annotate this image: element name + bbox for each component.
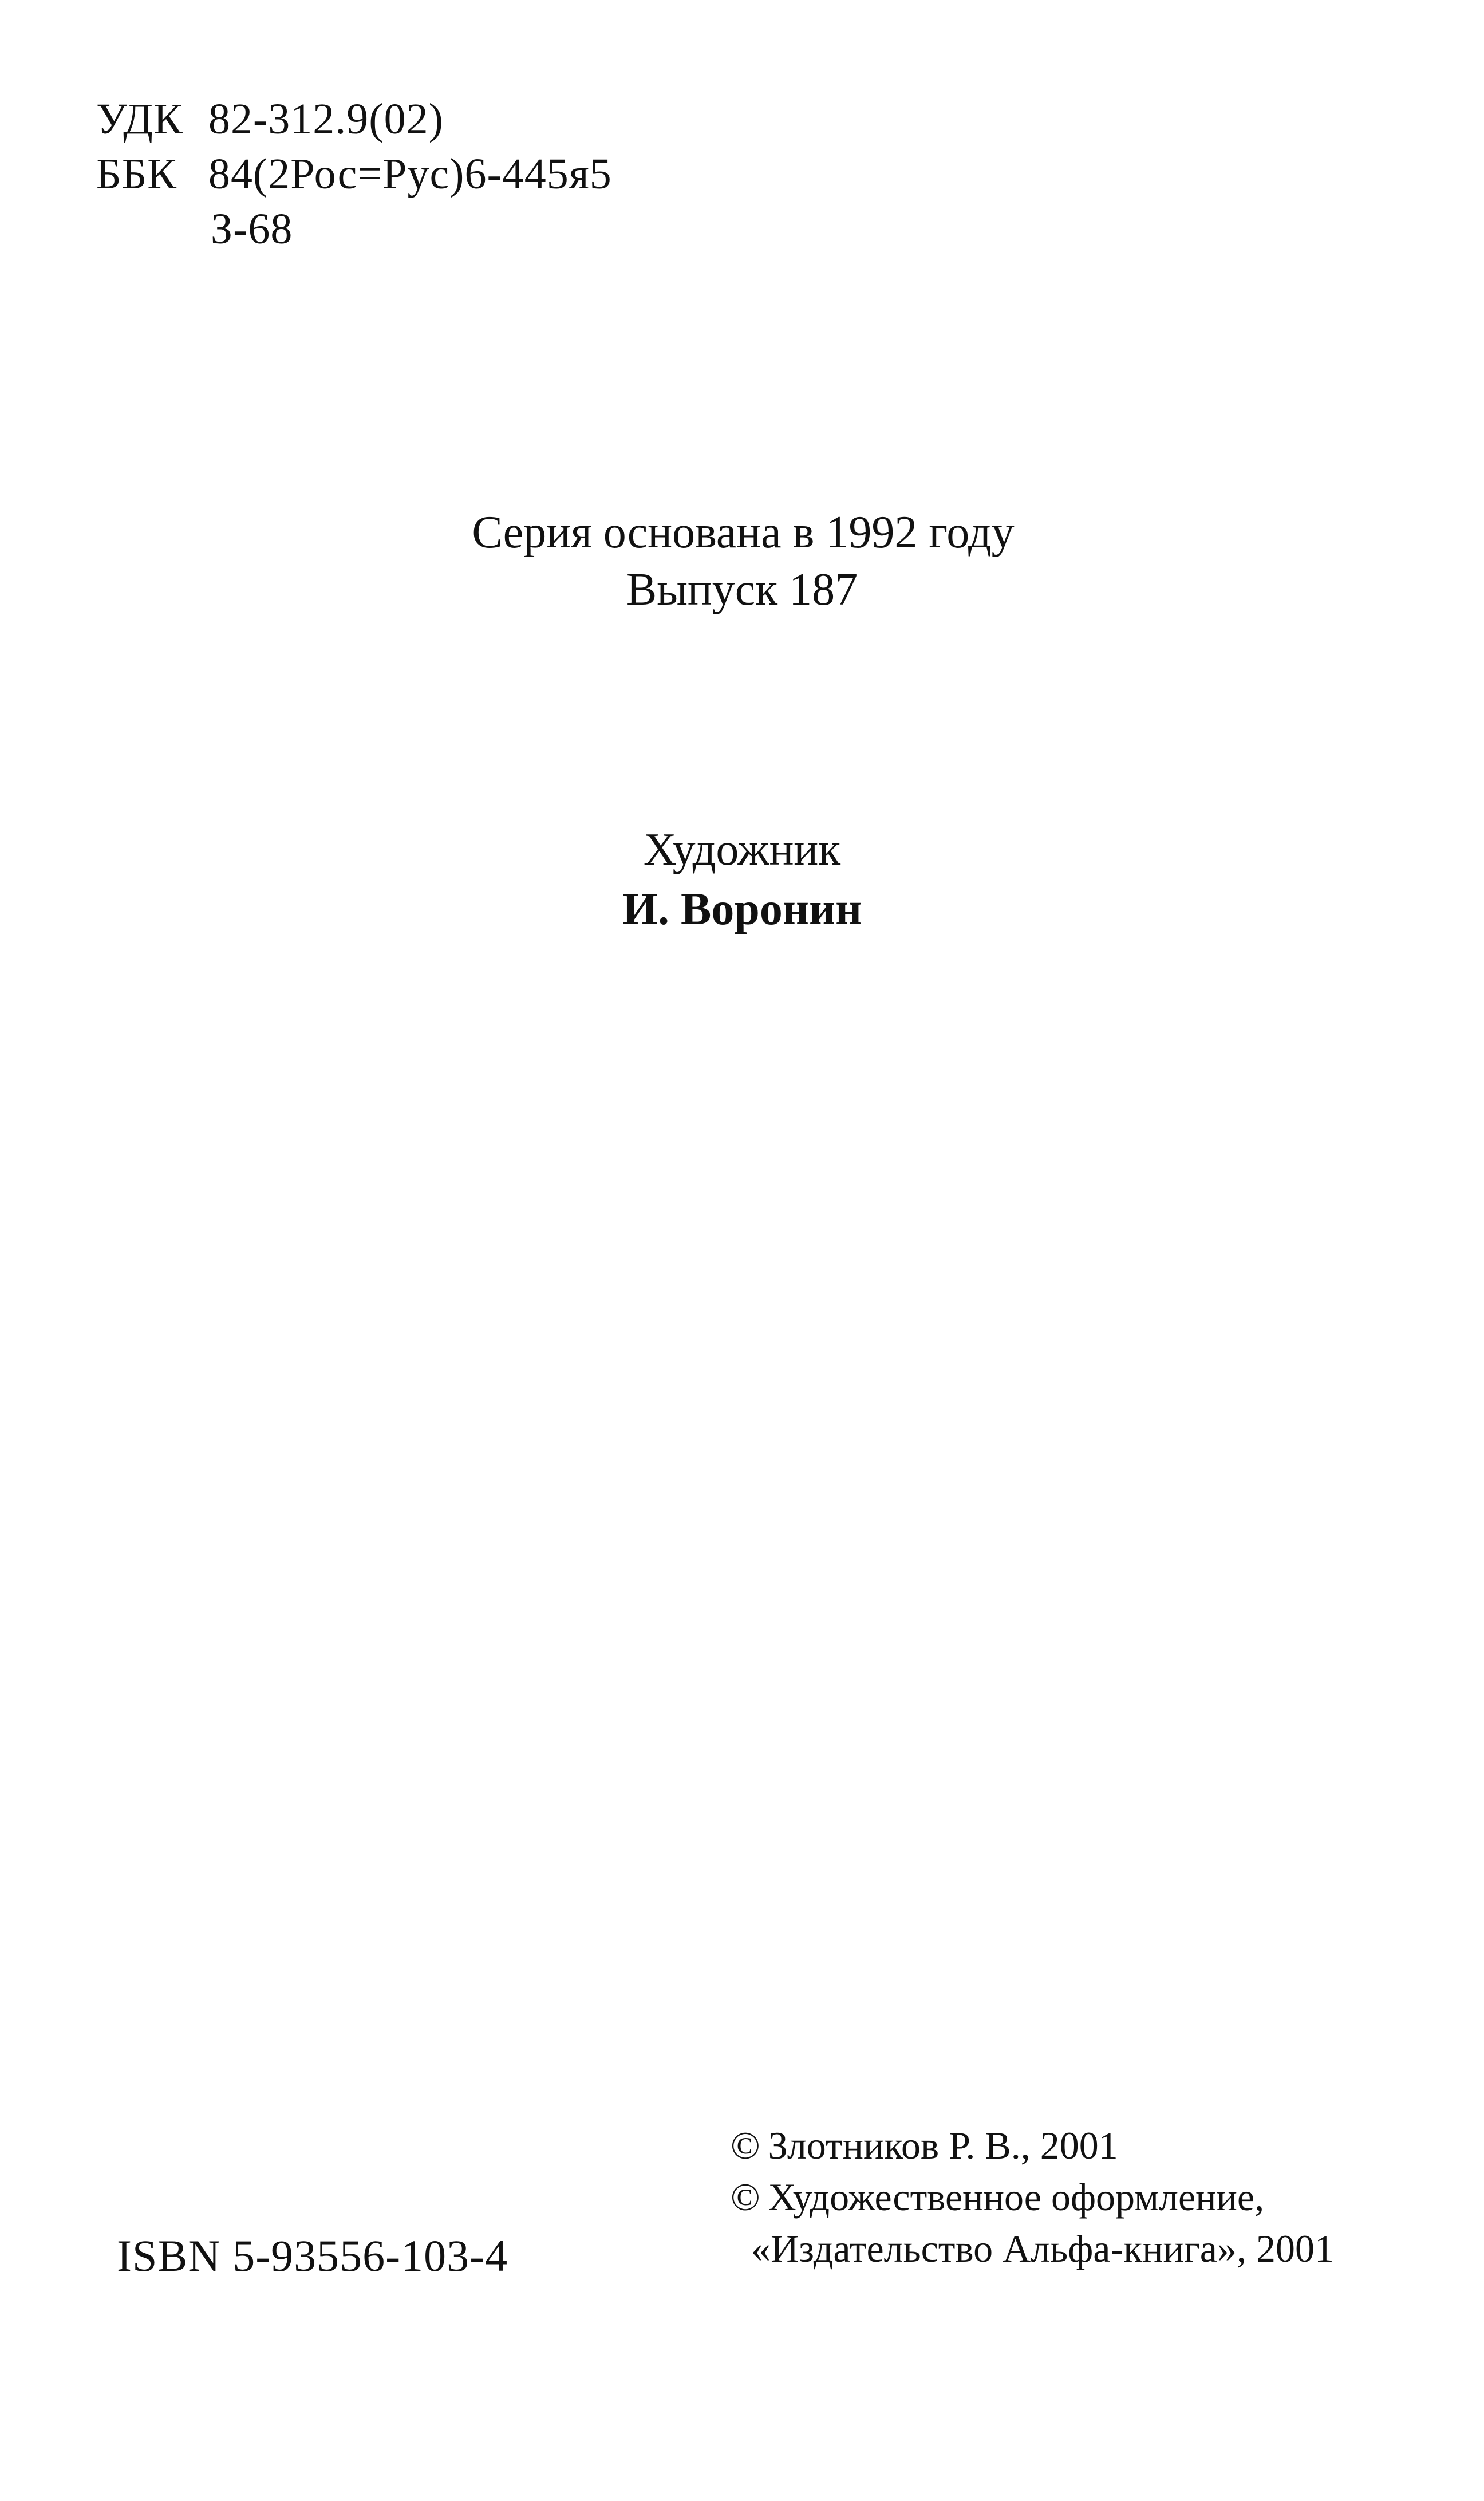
series-block: [0, 504, 1484, 618]
series-founded: Серия основана в 1992 году: [472, 507, 1015, 558]
bbk-label: ББК: [96, 150, 177, 198]
copyright-publisher: «Издательство Альфа-книга», 2001: [751, 2227, 1334, 2270]
bbk-value: 84(2Рос=Рус)6-445я5: [208, 150, 612, 198]
copyright-symbol: ©: [731, 2175, 760, 2219]
bbk-row: [96, 147, 612, 202]
classification-block: [96, 92, 612, 257]
artist-block: [0, 820, 1484, 939]
copyright-design-row: [731, 2171, 1334, 2223]
isbn: ISBN 5-93556-103-4: [117, 2231, 508, 2281]
udk-label: УДК: [96, 95, 183, 143]
artist-name: И. Воронин: [622, 884, 862, 934]
copyright-author: Злотников Р. В., 2001: [768, 2124, 1118, 2167]
copyright-symbol: ©: [731, 2124, 760, 2167]
udk-value: 82-312.9(02): [208, 95, 444, 143]
artist-role: Художник: [643, 825, 841, 875]
udk-row: [96, 92, 612, 147]
copyright-author-row: [731, 2120, 1334, 2171]
series-issue: Выпуск 187: [626, 565, 858, 615]
copyright-design: Художественное оформление,: [768, 2175, 1265, 2219]
author-mark: З-68: [211, 205, 293, 253]
copyright-block: [731, 2120, 1334, 2274]
